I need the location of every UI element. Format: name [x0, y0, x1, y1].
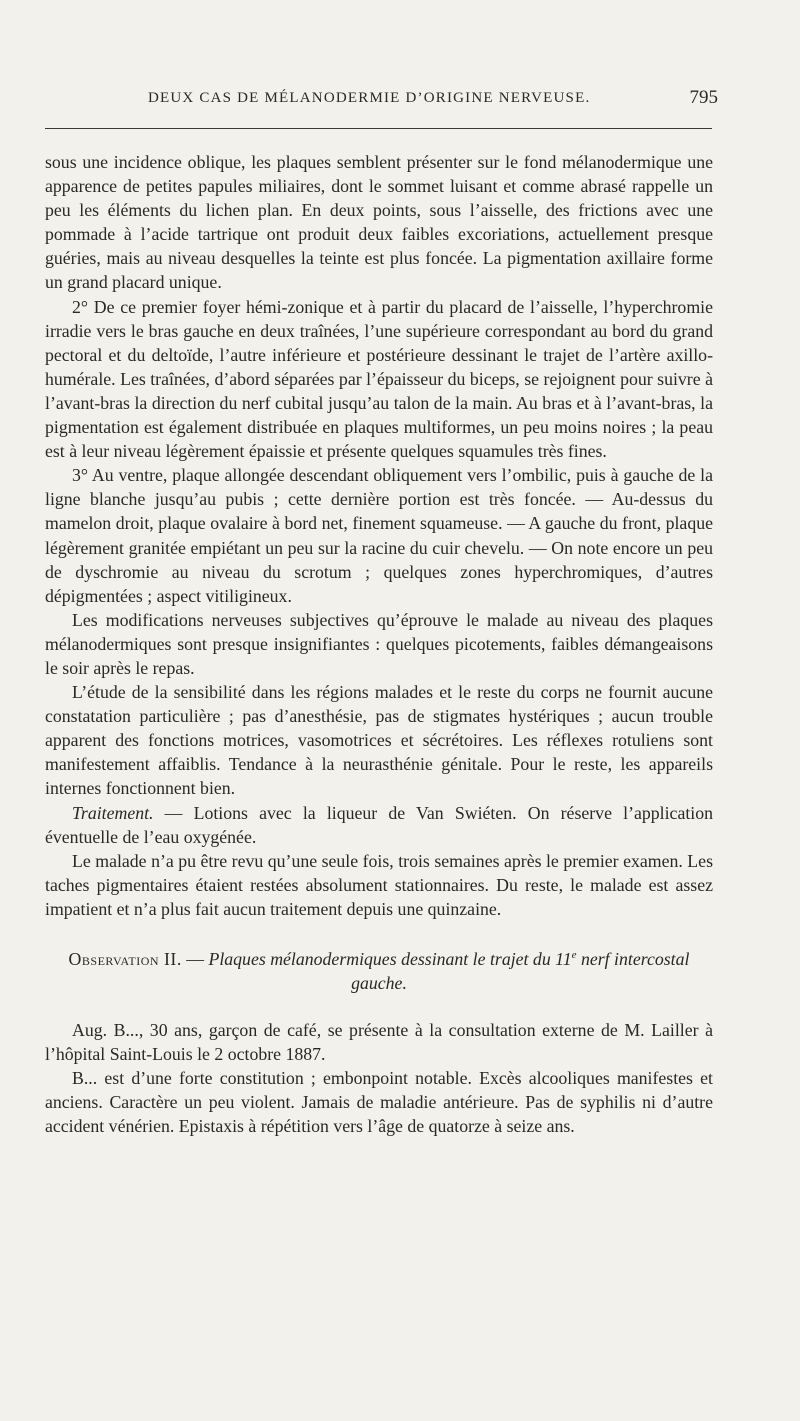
running-title: DEUX CAS DE MÉLANODERMIE D’ORIGINE NERVEUSE.: [148, 90, 591, 106]
paragraph: Le malade n’a pu être revu qu’une seule fois, trois semaines après le premier examen. Les taches pigmentaires étaient restées absolument stationnaires. Du reste, le malade est assez impatient et n’a plus fait aucun traitement depuis une quinzaine.: [45, 850, 713, 919]
paragraph: Aug. B..., 30 ans, garçon de café, se présente à la consultation externe de M. Lailler à l’hôpital Saint-Louis le 2 octobre 1887.: [45, 1019, 713, 1065]
observation-title-sup: e: [571, 949, 577, 961]
observation-label: Observation II.: [68, 948, 182, 969]
paragraph: 3° Au ventre, plaque allongée descendant obliquement vers l’ombilic, puis à gauche de la ligne blanche jusqu’au pubis ; cette dernière portion est très foncée. — Au-dessus du mamelon droit, plaque ovalaire à bord net, finement squameuse. — A gauche du front, plaque légèrement granitée empiétant un peu sur la racine du cuir chevelu. — On note encore un peu de dyschromie au niveau du scrotum ; quelques zones hyperchromiques, d’autres dépigmentées ; aspect vitiligineux.: [45, 465, 713, 606]
body-text: [45, 150, 713, 1138]
paragraph: 2° De ce premier foyer hémi-zonique et à partir du placard de l’aisselle, l’hyperchromie irradie vers le bras gauche en deux traînées, l’une supérieure correspondant au bord du grand pectoral et du deltoïde, l’autre inférieure et postérieure dessinant le trajet de l’artère axillo-humérale. Les traînées, d’abord séparées par l’épaisseur du biceps, se rejoignent pour suivre à l’avant-bras la direction du nerf cubital jusqu’au talon de la main. Au bras et à l’avant-bras, la pigmentation est également distribuée en plaques multiformes, un peu moins noires ; la peau est à leur niveau légèrement épaissie et présente quelques squamules très fines.: [45, 296, 713, 462]
observation-title: Plaques mélanodermiques dessinant le trajet du 11: [208, 948, 572, 969]
header-rule: [45, 128, 712, 129]
observation-title-end: nerf intercostal gauche.: [351, 948, 690, 993]
paragraph: sous une incidence oblique, les plaques semblent présenter sur le fond mélanodermique une apparence de petites papules miliaires, dont le sommet luisant et comme abrasé rappelle un peu les éléments du lichen plan. En deux points, sous l’aisselle, des frictions avec une pommade à l’acide tartrique ont produit deux faibles excoriations, actuellement presque guéries, mais au niveau desquelles la teinte est plus foncée. La pigmentation axillaire forme un grand placard unique.: [45, 152, 713, 293]
paragraph: B... est d’une forte constitution ; embonpoint notable. Excès alcooliques manifestes et anciens. Caractère un peu violent. Jamais de maladie antérieure. Pas de syphilis ni d’autre accident vénérien. Epistaxis à répétition vers l’âge de quatorze à seize ans.: [45, 1068, 713, 1137]
paragraph: L’étude de la sensibilité dans les régions malades et le reste du corps ne fournit aucune constatation particulière ; pas d’anesthésie, pas de stigmates hystériques ; aucun trouble apparent des fonctions motrices, vasomotrices et sécrétoires. Les réflexes rotuliens sont manifestement affaiblis. Tendance à la neurasthénie génitale. Pour le reste, les appareils internes fonctionnent bien.: [45, 682, 713, 799]
paragraph-treatment: [45, 801, 713, 849]
treatment-label: Traitement.: [72, 802, 154, 823]
treatment-text: — Lotions avec la liqueur de Van Swiéten. On réserve l’application éventuelle de l’eau oxygénée.: [45, 802, 713, 847]
observation-dash: —: [181, 948, 209, 969]
spacer: [45, 995, 713, 1018]
page-number: 795: [689, 87, 718, 108]
paragraph: Les modifications nerveuses subjectives qu’éprouve le malade au niveau des plaques mélanodermiques sont presque insignifiantes : quelques picotements, faibles démangeaisons le soir après le repas.: [45, 609, 713, 678]
observation-heading: [45, 943, 713, 995]
page-header: [45, 87, 718, 114]
